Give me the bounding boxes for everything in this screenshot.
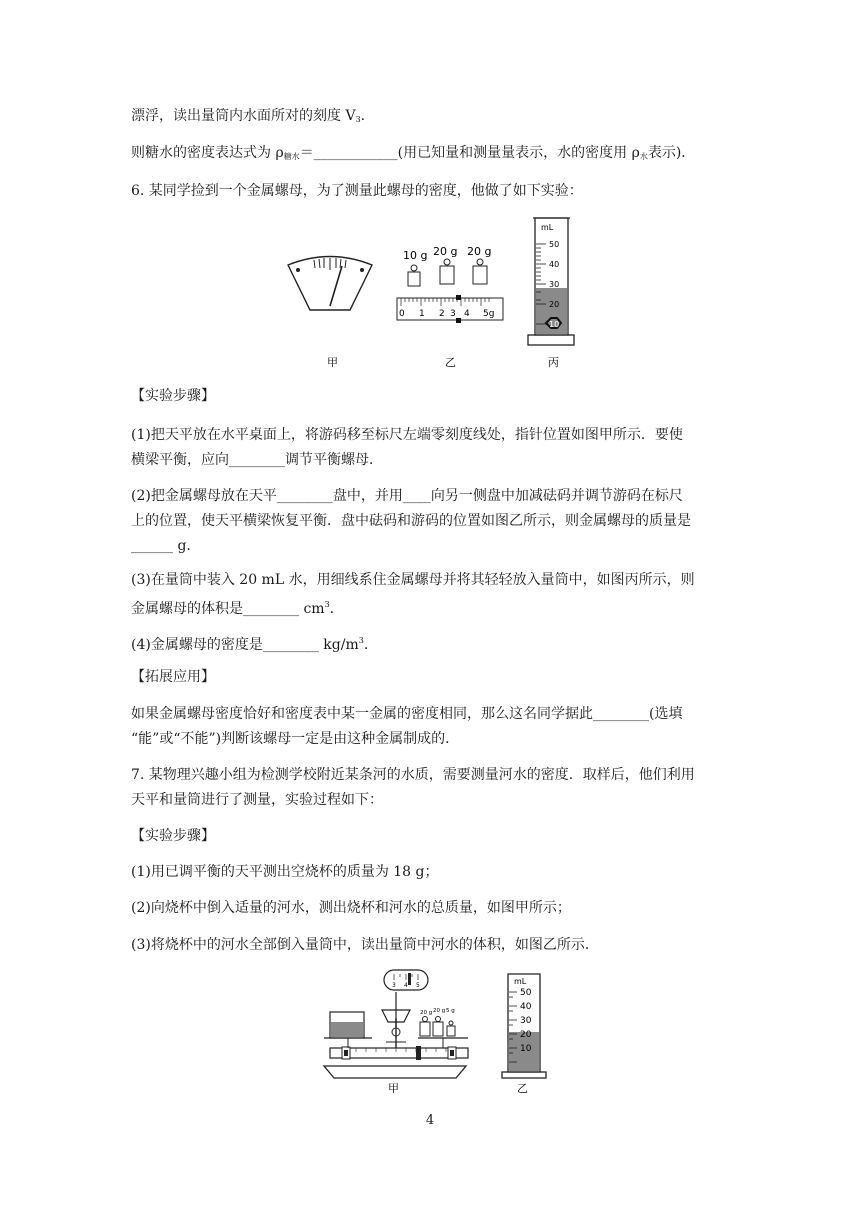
step-3-line-b: 金属螺母的体积是________ $cm^3$. <box>131 600 335 617</box>
step-1-line-a: (1)把天平放在水平桌面上，将游码移至标尺左端零刻度线处，指针位置如图甲所示．要使 <box>131 427 683 443</box>
extension-line-a: 如果金属螺母密度恰好和密度表中某一金属的密度相同，那么这名同学据此________(选填 <box>131 706 683 722</box>
figure-6 <box>270 210 590 370</box>
question-7-line-a: 7. 某物理兴趣小组为检测学校附近某条河的水质，需要测量河水的密度．取样后，他们利用 <box>131 767 695 783</box>
cylinder-7-label-50: 50 <box>520 988 532 998</box>
dial-label-3: 3 <box>392 982 396 989</box>
steps-heading-2: 【实验步骤】 <box>131 828 215 844</box>
density-expression-line: 则糖水的密度表达式为 $\rho_{糖水}=\_\_\_\_\_\_\_\_\_\_\_\_$(用已知量和测量量表示，水的密度用 $\rho_水$表示)． <box>131 145 696 161</box>
step-2-line-a: (2)把金属螺母放在天平________盘中，并用____向另一侧盘中加减砝码并调节游码在标尺 <box>131 488 683 504</box>
figure-6-caption-bing: 丙 <box>548 356 559 369</box>
balance-pointer-scale <box>288 257 372 311</box>
cylinder-label-50: 50 <box>549 240 560 249</box>
cylinder-7-label-40: 40 <box>520 1002 532 1012</box>
weight-label-3: 20 g <box>467 245 492 258</box>
ruler-label-2: 2 <box>439 309 445 319</box>
ruler-label-4: 4 <box>464 309 470 319</box>
balance-scale <box>324 970 468 1078</box>
cylinder-7-label-10: 10 <box>520 1044 532 1054</box>
cylinder-7-label-30: 30 <box>520 1016 532 1026</box>
weight-label-2: 20 g <box>433 245 458 258</box>
cylinder-label-40: 40 <box>549 260 560 269</box>
weight-label-20g-a: 20 g <box>420 1010 433 1016</box>
extension-line-b: “能”或“不能”)判断该螺母一定是由这种金属制成的． <box>131 731 460 747</box>
weight-label-20g-b: 20 g <box>433 1008 446 1014</box>
step-2-line-c: ______ g. <box>131 538 191 554</box>
weights-group <box>403 245 491 286</box>
weight-label-1: 10 g <box>403 249 428 262</box>
figure-6-caption-jia: 甲 <box>327 356 338 369</box>
ruler-label-5: 5g <box>483 309 495 319</box>
cylinder-label-30: 30 <box>549 280 560 289</box>
figure-6-caption-yi: 乙 <box>445 356 456 369</box>
ruler-label-1: 1 <box>419 309 425 319</box>
steps-heading: 【实验步骤】 <box>131 388 215 404</box>
page-number: 4 <box>425 1113 435 1128</box>
cylinder-unit-label: mL <box>541 223 554 232</box>
graduated-cylinder-6 <box>528 218 574 345</box>
step-1-line-b: 横梁平衡，应向________调节平衡螺母． <box>131 452 383 468</box>
question-7-line-b: 天平和量筒进行了测量，实验过程如下： <box>131 792 383 808</box>
cylinder-7-label-20: 20 <box>520 1030 532 1040</box>
question-6-title: 6. 某同学捡到一个金属螺母，为了测量此螺母的密度，他做了如下实验： <box>131 183 583 199</box>
q7-step-2: (2)向烧杯中倒入适量的河水，测出烧杯和河水的总质量，如图甲所示； <box>131 900 571 916</box>
q7-step-1: (1)用已调平衡的天平测出空烧杯的质量为 18 g； <box>131 864 439 880</box>
balance-rider-ruler <box>397 295 503 323</box>
figure-7-caption-yi: 乙 <box>517 1082 528 1095</box>
cylinder-label-20: 20 <box>549 300 560 309</box>
step-3-line-a: (3)在量筒中装入 20 mL 水，用细线系住金属螺母并将其轻轻放入量筒中，如图丙所示，则 <box>131 572 695 588</box>
figure-7-caption-jia: 甲 <box>388 1082 399 1095</box>
step-2-line-b: 上的位置，使天平横梁恢复平衡．盘中砝码和游码的位置如图乙所示，则金属螺母的质量是 <box>131 513 691 529</box>
dial-label-5: 5 <box>416 982 420 989</box>
ruler-label-0: 0 <box>399 309 405 319</box>
ruler-label-3: 3 <box>450 309 456 319</box>
figure-7 <box>316 966 556 1098</box>
q7-step-3: (3)将烧杯中的河水全部倒入量筒中，读出量筒中河水的体积，如图乙所示． <box>131 937 599 953</box>
graduated-cylinder-7 <box>502 974 546 1078</box>
text-line-1: 漂浮，读出量筒内水面所对的刻度 $V_3$. <box>131 108 366 124</box>
cylinder-label-10: 10 <box>549 320 560 329</box>
step-4-line: (4)金属螺母的密度是________ $kg/m^3$. <box>131 636 369 653</box>
extension-heading: 【拓展应用】 <box>131 669 215 685</box>
weight-label-5g: 5 g <box>446 1008 455 1014</box>
dial-label-4: 4 <box>404 982 408 989</box>
cylinder-7-unit: mL <box>514 977 527 986</box>
